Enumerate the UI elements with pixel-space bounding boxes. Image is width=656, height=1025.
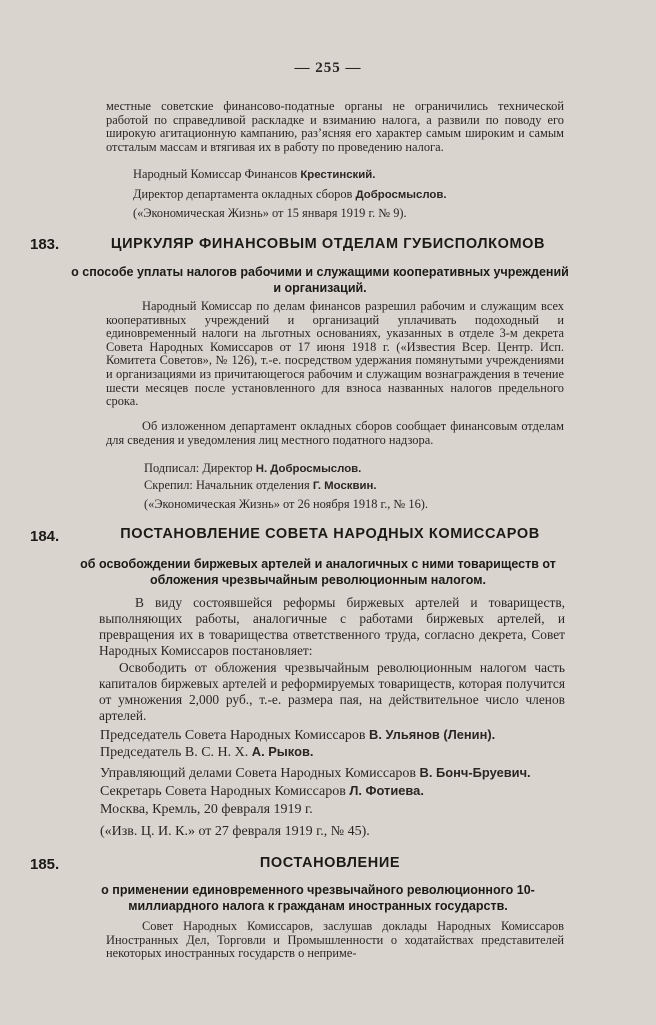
document-title: ЦИРКУЛЯР ФИНАНСОВЫМ ОТДЕЛАМ ГУБИСПОЛКОМОВ (110, 236, 546, 252)
document-number: 184. (30, 528, 60, 545)
page-number: — 255 — (294, 60, 362, 76)
document-title: ПОСТАНОВЛЕНИЕ (259, 855, 401, 871)
signature-label: Председатель В. С. Н. Х. (100, 745, 249, 760)
signature-line (100, 727, 495, 744)
signature-label: Подписал: Директор (144, 461, 253, 475)
document-number: 185. (30, 856, 60, 873)
signature-label: Секретарь Совета Народных Комиссаров (100, 784, 346, 799)
signature-line (100, 765, 531, 782)
document-number: 183. (30, 236, 60, 253)
document-subtitle: о применении единовременного чрезвычайного революционного 10-миллиардного налога к гражданам иностранных государств. (101, 883, 535, 913)
signature-label: Председатель Совета Народных Комиссаров (100, 728, 366, 743)
signature-name: В. Бонч-Бруевич. (419, 765, 531, 780)
signature-label: Управляющий делами Совета Народных Комиссаров (100, 766, 417, 781)
document-paragraph: Совет Народных Комиссаров, заслушав доклады Народных Комиссаров Иностранных Дел, Торговли и Промышленности о ходатайствах представителей некоторых иностранных государств о неприме- (106, 919, 564, 961)
place-date: Москва, Кремль, 20 февраля 1919 г. (100, 802, 313, 817)
intro-source: («Экономическая Жизнь» от 15 января 1919 г. № 9). (133, 206, 407, 220)
intro-signature-1 (133, 167, 375, 182)
document-source: («Изв. Ц. И. К.» от 27 февраля 1919 г., № 45). (100, 824, 370, 839)
signature-name: Крестинский. (300, 169, 376, 181)
document-paragraph: Об изложенном департамент окладных сборов сообщает финансовым отделам для сведения и уведомления лиц местного податного надзора. (106, 419, 564, 447)
signature-name: А. Рыков. (251, 744, 314, 759)
signature-label: Народный Комиссар Финансов (133, 167, 298, 181)
document-subtitle: об освобождении биржевых артелей и аналогичных с ними товариществ от обложения чрезвычайным революционным налогом. (80, 557, 556, 587)
document-paragraph: В виду состоявшейся реформы биржевых артелей и товариществ, выполняющих работы, аналогичные с работами биржевых артелей, и превращения их в товарищества ответственного труда, согласно декрета, Совет Народных Комиссаров постановляет: (99, 595, 565, 658)
signature-line (144, 478, 377, 493)
document-paragraph: Освободить от обложения чрезвычайным революционным налогом часть капиталов биржевых артелей и реформируемых товариществ, которая получится от умножения 2,000 руб., т.-е. размера пая, на действительное число членов артелей. (99, 660, 565, 723)
signature-name: В. Ульянов (Ленин). (369, 727, 496, 742)
document-source: («Экономическая Жизнь» от 26 ноября 1918 г., № 16). (144, 497, 429, 511)
signature-line (144, 461, 361, 476)
signature-label: Скрепил: Начальник отделения (144, 478, 310, 492)
intro-paragraph: местные советские финансово-податные органы не ограничились технической работой по справедливой раскладке и взиманию налога, а развили по поводу его широкую агитационную кампанию, раз’ясняя его характер самым широким и самым отсталым массам и втягивая их в работу по проведению налога. (106, 99, 564, 154)
signature-name: Л. Фотиева. (349, 783, 424, 798)
signature-label: Директор департамента окладных сборов (133, 187, 353, 201)
signature-name: Н. Добросмыслов. (255, 463, 362, 475)
signature-line (100, 744, 313, 761)
document-subtitle: о способе уплаты налогов рабочими и служащими кооперативных учреждений и организаций. (71, 265, 569, 295)
signature-name: Г. Москвин. (312, 480, 377, 492)
signature-line (100, 783, 424, 800)
document-title: ПОСТАНОВЛЕНИЕ СОВЕТА НАРОДНЫХ КОМИССАРОВ (120, 526, 540, 542)
document-paragraph: Народный Комиссар по делам финансов разрешил рабочим и служащим всех кооперативных учреждений и организаций уплачивать подоходный и единовременный налоги на льготных основаниях, указанных в отделе 3-м декрета Совета Народных Комиссаров от 17 июня 1918 г. («Известия Всер. Центр. Исп. Комитета Советов», № 126), т.-е. посредством удержания помянутыми учреждениями и организациями из причитающегося рабочим и служащим вознаграждения в течение шести месяцев после установленного для взноса названных налогов предельного срока. (106, 299, 564, 409)
signature-name: Добросмыслов. (355, 189, 447, 201)
intro-signature-2 (133, 187, 447, 202)
